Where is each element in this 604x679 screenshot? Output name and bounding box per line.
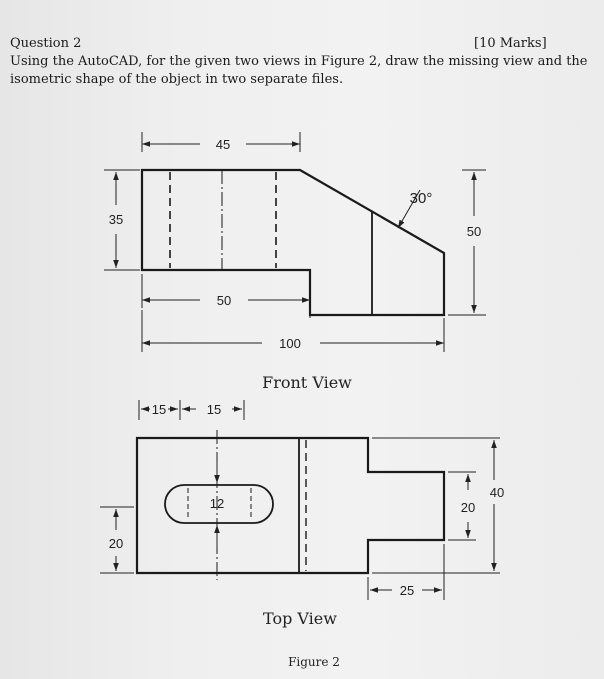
dim-top-25: 25 [399,583,415,598]
dim-top-20-left: 20 [108,536,124,551]
top-view-dimensions [100,400,500,600]
front-view-caption: Front View [262,373,352,392]
question-marks: [10 Marks] [474,36,547,51]
dim-top-15-b: 15 [206,402,222,417]
dim-front-50-right: 50 [466,224,482,239]
dim-front-35: 35 [108,212,124,227]
top-view [137,430,444,580]
top-view-outline [137,438,444,573]
front-view-dimensions [104,132,486,352]
question-text-line-1: Using the AutoCAD, for the given two views in Figure 2, draw the missing view and the [10,54,588,69]
dim-top-15-a: 15 [151,402,167,417]
dim-front-100: 100 [279,336,301,351]
dim-front-angle: 30° [409,190,433,207]
front-view-outline [142,170,444,315]
question-title: Question 2 [10,36,82,51]
dim-top-12: 12 [209,496,225,511]
figure-label: Figure 2 [288,655,340,669]
dim-front-50-bottom: 50 [216,293,232,308]
dim-front-45: 45 [215,137,231,152]
question-text-line-2: isometric shape of the object in two separate files. [10,72,344,87]
dim-top-20-tab: 20 [460,500,476,515]
dim-top-40: 40 [489,485,505,500]
front-view [142,170,444,315]
top-view-caption: Top View [263,609,337,628]
